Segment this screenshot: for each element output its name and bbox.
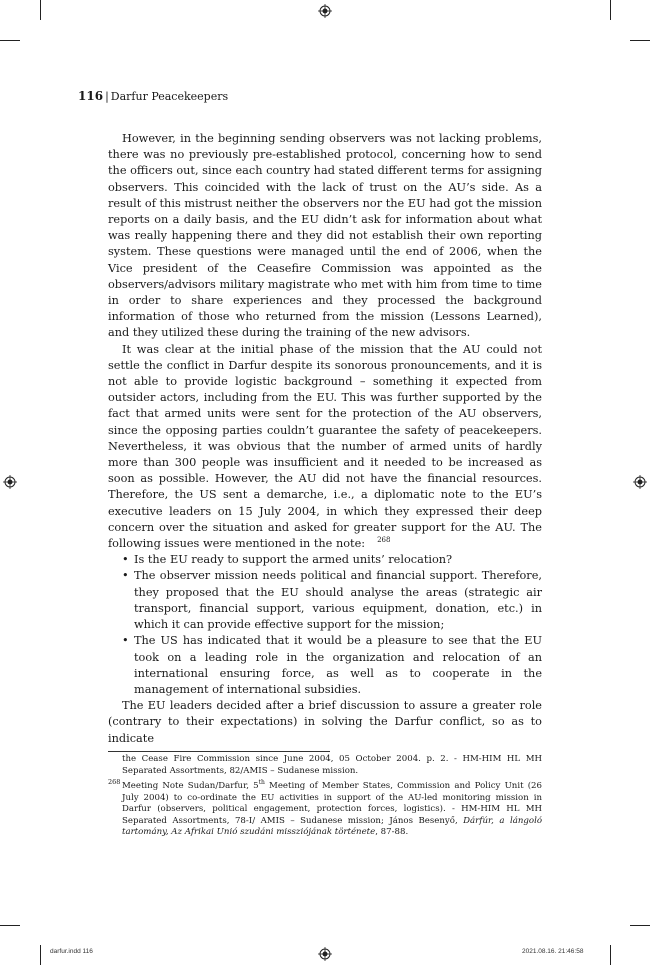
crop-mark	[0, 40, 20, 41]
body-text	[108, 131, 542, 747]
footnote-italic-title: Dárfúr, a lángoló tartomány, Az Afrikai Unió szudáni missziójának története	[122, 815, 542, 838]
footnote-text: , 87-88.	[375, 827, 409, 838]
paragraph	[108, 342, 542, 553]
footnote-reference[interactable]: 268	[377, 536, 391, 545]
footnote-text: the Cease Fire Commission since June 2004, 05 October 2004. p. 2. - HM-HIM HL MH Separated Assortments, 82/AMIS – Sudanese mission.	[122, 754, 542, 776]
footnote-divider	[108, 751, 330, 752]
crop-mark	[0, 925, 20, 926]
running-header	[78, 89, 228, 104]
slug-filename: darfur.indd 116	[50, 948, 93, 955]
paragraph-text: However, in the beginning sending observers was not lacking problems, there was no previously pre-established protocol, concerning how to send the officers out, since each country had stated different terms for assigning observers. This coincided with the lack of trust on the AU’s side. As a result of this mistrust neither the observers nor the EU had got the mission reports on a daily basis, and the EU didn’t ask for information about what was really happening there and they did not establish their own reporting system. These questions were managed until the end of 2006, when the Vice president of the Ceasefire Commission was appointed as the observers/advisors military magistrate who met with him from time to time in order to share experiences and they processed the background information of those who returned from the mission (Lessons Learned), and they utilized these during the training of the new advisors.	[108, 132, 542, 340]
crop-mark	[40, 0, 41, 20]
page-number: 116	[78, 89, 104, 103]
footnotes	[108, 754, 542, 839]
footnote-268	[108, 777, 542, 839]
footnote-superscript: th	[258, 779, 265, 787]
list-item: • Is the EU ready to support the armed units’ relocation?	[108, 552, 542, 568]
slug-timestamp: 2021.08.16. 21:46:58	[522, 948, 584, 955]
crop-mark	[610, 945, 611, 965]
footnote-number: 268	[108, 778, 121, 787]
paragraph-text: It was clear at the initial phase of the mission that the AU could not settle the conflict in Darfur despite its sonorous pronouncements, and it is not able to provide logistic background – something it expected from outsider actors, including from the EU. This was further supported by the fact that armed units were sent for the protection of the AU observers, since the opposing parties couldn’t guarantee the safety of peacekeepers. Nevertheless, it was obvious that the number of armed units of hardly more than 300 people was insufficient and it needed to be increased as soon as possible. However, the AU did not have the financial resources. Therefore, the US sent a demarche, i.e., a diplomatic note to the EU’s executive leaders on 15 July 2004, in which they expressed their deep concern over the situation and asked for greater support for the AU. The following issues were mentioned in the note:	[108, 342, 542, 551]
bullet-list	[108, 552, 542, 698]
paragraph-text: The EU leaders decided after a brief discussion to assure a greater role (contrary to their expectations) in solving the Darfur conflict, so as to indicate	[108, 699, 542, 745]
header-separator: |	[105, 90, 109, 103]
footnote-text: Meeting of Member States, Commission and Policy Unit (26 July 2004) to co-ordinate the EU activities in support of the AU-led monitoring mission in Darfur (observers, political engagement, protection forces, logistics). - HM-HIM HL MH Separated Assortments, 78-I/ AMIS – Sudanese mission; János Besenyő,	[122, 781, 542, 826]
paragraph	[108, 131, 542, 342]
list-item: • The observer mission needs political and financial support. Therefore, they proposed that the EU should analyse the areas (strategic air transport, financial support, various equipment, donation, etc.) in which it can provide effective support for the mission;	[108, 568, 542, 633]
list-item: • The US has indicated that it would be a pleasure to see that the EU took on a leading role in the organization and relocation of an international ensuring force, as well as to cooperate in the management of international subsidies.	[108, 633, 542, 698]
footnote-text: Meeting Note Sudan/Darfur, 5	[122, 781, 259, 792]
footnote-continued	[108, 754, 542, 777]
registration-mark-icon	[318, 947, 332, 961]
paragraph	[108, 698, 542, 747]
crop-mark	[40, 945, 41, 965]
registration-mark-icon	[633, 475, 647, 489]
crop-mark	[610, 0, 611, 20]
registration-mark-icon	[318, 4, 332, 18]
crop-mark	[630, 925, 650, 926]
running-title: Darfur Peacekeepers	[110, 90, 229, 103]
registration-mark-icon	[3, 475, 17, 489]
crop-mark	[630, 40, 650, 41]
